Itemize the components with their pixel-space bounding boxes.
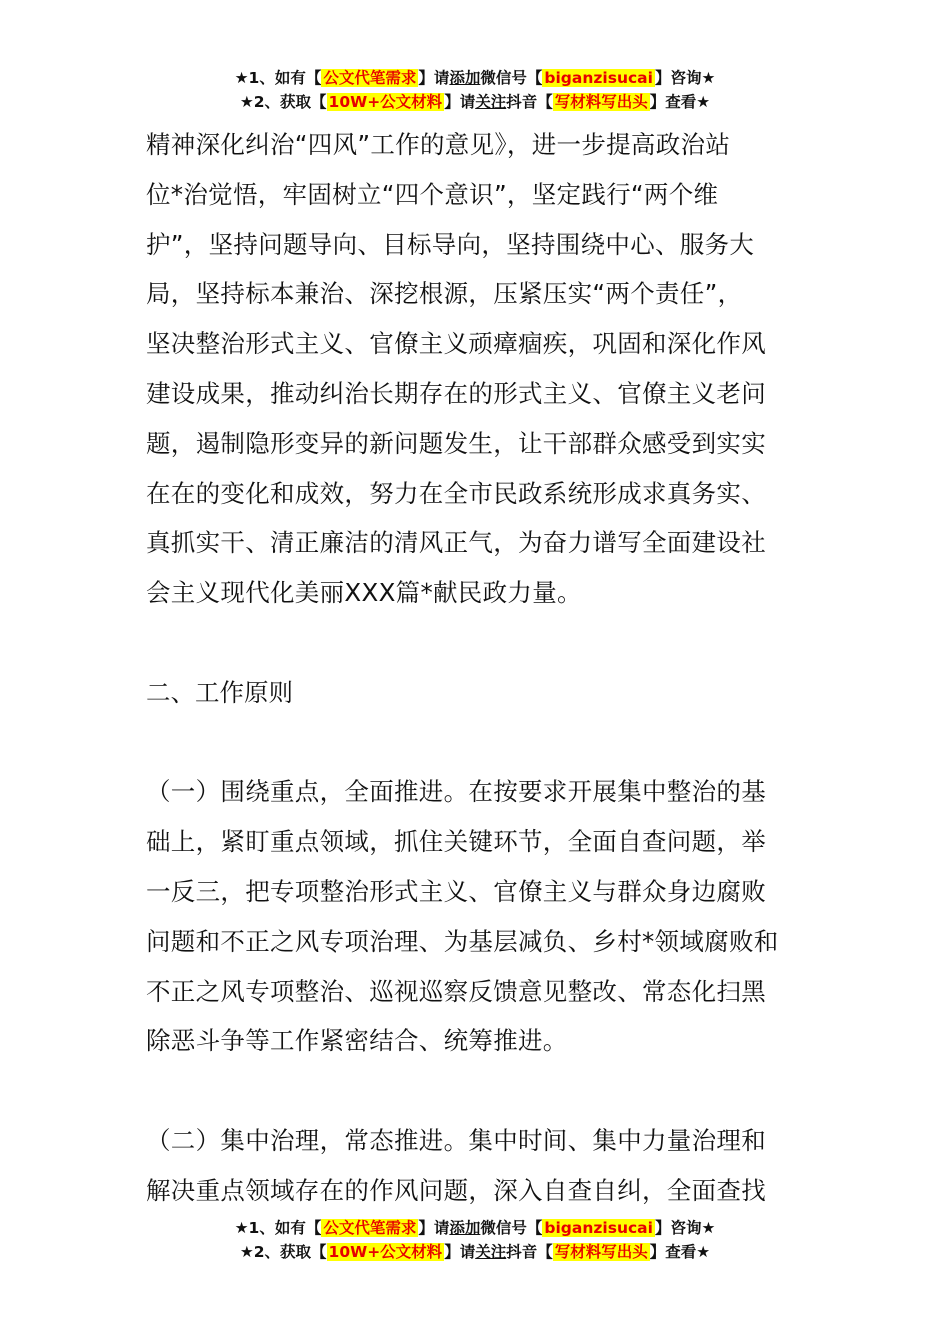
highlight-service: 公文代笔需求 (323, 1219, 417, 1237)
paragraph-spacer (146, 618, 811, 668)
banner-text: 】咨询★ (654, 1219, 716, 1237)
banner-line-2 (0, 90, 950, 114)
banner-text: ★1、如有【 (234, 1219, 322, 1237)
banner-line-1 (0, 1216, 950, 1240)
banner-text: 抖音【 (506, 1243, 553, 1261)
highlight-douyin-account: 写材料写出头 (554, 93, 648, 111)
highlight-wechat-id: biganzisucai (544, 1219, 653, 1237)
banner-underlined: 添加 (449, 1219, 481, 1237)
highlight-materials: 10W+公文材料 (328, 1243, 443, 1261)
banner-text: 】请 (444, 93, 476, 111)
highlight-douyin-account: 写材料写出头 (554, 1243, 648, 1261)
text-line: 一反三，把专项整治形式主义、官僚主义与群众身边腐败 (146, 876, 766, 906)
banner-underlined: 关注 (475, 1243, 507, 1261)
text-line: 护”，坚持问题导向、目标导向，坚持围绕中心、服务大 (146, 229, 755, 259)
paragraph-spacer (146, 718, 811, 768)
text-line: 题，遏制隐形变异的新问题发生，让干部群众感受到实实 (146, 428, 766, 458)
text-line: （二）集中治理，常态推进。集中时间、集中力量治理和 (146, 1125, 766, 1155)
banner-underlined: 关注 (475, 93, 507, 111)
document-body (146, 120, 811, 1216)
highlight-materials: 10W+公文材料 (328, 93, 443, 111)
text-line: 位*治觉悟，牢固树立“四个意识”，坚定践行“两个维 (146, 179, 719, 209)
text-line: 精神深化纠治“四风”工作的意见》，进一步提高政治站 (146, 130, 731, 159)
text-line: 坚决整治形式主义、官僚主义顽瘴痼疾，巩固和深化作风 (146, 329, 766, 359)
text-line: 础上，紧盯重点领域，抓住关键环节，全面自查问题，举 (146, 827, 766, 857)
highlight-wechat-id: biganzisucai (544, 69, 653, 87)
banner-text: 】请 (418, 69, 450, 87)
text-line: （一）围绕重点，全面推进。在按要求开展集中整治的基 (146, 777, 766, 807)
principle-1-paragraph (146, 767, 811, 1066)
text-line: 局，坚持标本兼治、深挖根源，压紧压实“两个责任”， (146, 279, 743, 309)
banner-text: 】咨询★ (654, 69, 716, 87)
text-line: 建设成果，推动纠治长期存在的形式主义、官僚主义老问 (146, 378, 766, 408)
text-line: 不正之风专项整治、巡视巡察反馈意见整改、常态化扫黑 (146, 976, 766, 1006)
banner-text: ★2、获取【 (239, 1243, 327, 1261)
banner-text: ★1、如有【 (234, 69, 322, 87)
banner-text: 】查看★ (649, 93, 711, 111)
text-line: 问题和不正之风专项治理、为基层减负、乡村*领域腐败和 (146, 926, 779, 956)
highlight-service: 公文代笔需求 (323, 69, 417, 87)
header-banner (0, 66, 950, 114)
banner-text: 】请 (418, 1219, 450, 1237)
banner-text: 】请 (444, 1243, 476, 1261)
paragraph-spacer (146, 1066, 811, 1116)
footer-banner (0, 1216, 950, 1264)
banner-text: ★2、获取【 (239, 93, 327, 111)
banner-text: 微信号【 (480, 69, 543, 87)
section-heading: 二、工作原则 (146, 677, 293, 707)
intro-paragraph (146, 120, 811, 618)
banner-text: 微信号【 (480, 1219, 543, 1237)
text-line: 解决重点领域存在的作风问题，深入自查自纠，全面查找 (146, 1175, 766, 1205)
text-line: 除恶斗争等工作紧密结合、统筹推进。 (146, 1026, 568, 1056)
banner-text: 抖音【 (506, 93, 553, 111)
text-line: 在在的变化和成效，努力在全市民政系统形成求真务实、 (146, 478, 766, 508)
principle-2-paragraph (146, 1116, 811, 1216)
text-line: 会主义现代化美丽XXX篇*献民政力量。 (146, 578, 582, 608)
banner-underlined: 添加 (449, 69, 481, 87)
banner-text: 】查看★ (649, 1243, 711, 1261)
banner-line-2 (0, 1240, 950, 1264)
banner-line-1 (0, 66, 950, 90)
text-line: 真抓实干、清正廉洁的清风正气，为奋力谱写全面建设社 (146, 528, 766, 558)
